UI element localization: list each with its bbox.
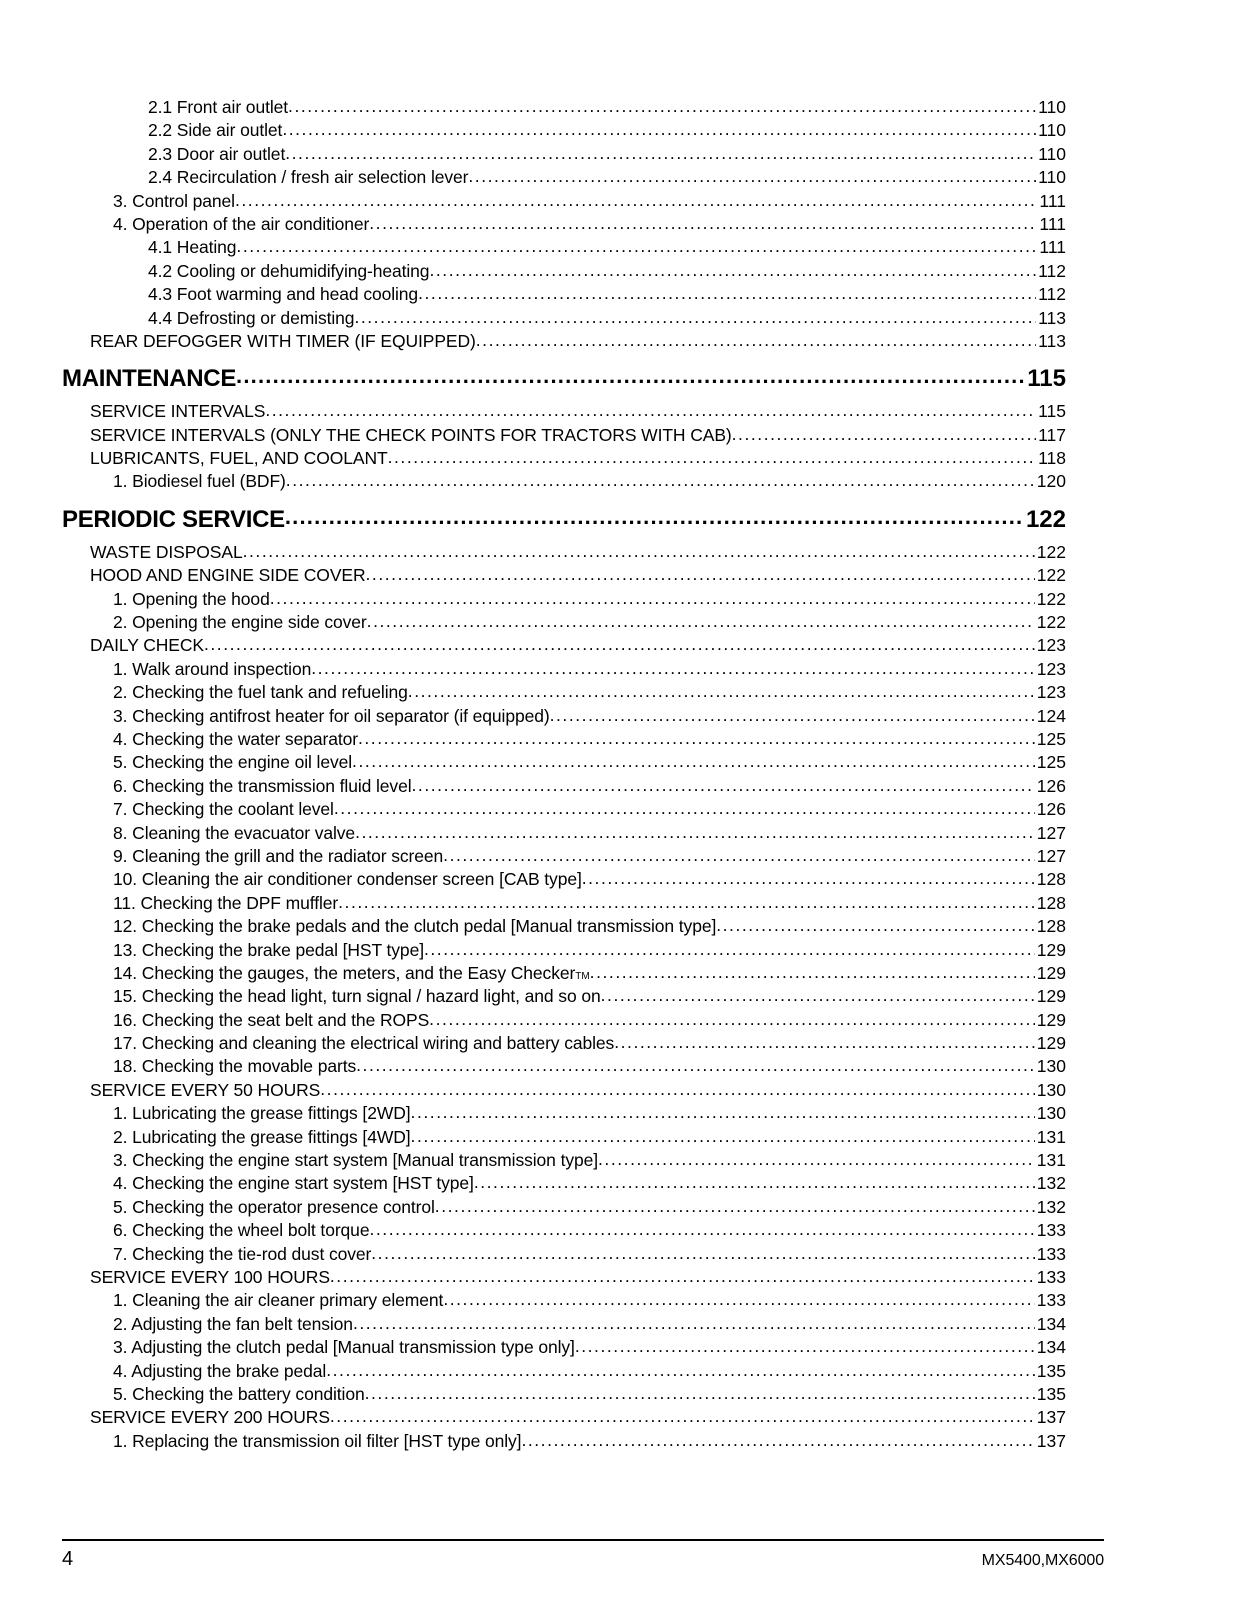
- toc-entry-label: 14. Checking the gauges, the meters, and the Easy Checker: [113, 962, 576, 983]
- toc-leader-dots: [575, 1336, 1035, 1358]
- toc-entry-label: 9. Cleaning the grill and the radiator screen: [113, 845, 444, 866]
- toc-entry-row[interactable]: [62, 1313, 1066, 1336]
- toc-entry-row[interactable]: [62, 564, 1066, 587]
- toc-entry-label: 1. Biodiesel fuel (BDF): [113, 471, 286, 492]
- toc-entry-page-number: 129: [1036, 1033, 1066, 1054]
- toc-leader-dots: [418, 283, 1036, 305]
- toc-leader-dots: [716, 915, 1035, 937]
- toc-entry-page-number: 126: [1036, 775, 1066, 796]
- toc-entry-row[interactable]: [62, 1055, 1066, 1078]
- toc-entry-row[interactable]: [62, 1032, 1066, 1055]
- toc-leader-dots: [365, 1383, 1035, 1405]
- toc-entry-label: 2.1 Front air outlet: [148, 97, 289, 117]
- toc-leader-dots: [732, 424, 1036, 446]
- toc-entry-page-number: 129: [1036, 1009, 1066, 1030]
- toc-entry-page-number: 129: [1036, 939, 1066, 960]
- toc-entry-row[interactable]: [62, 1243, 1066, 1266]
- toc-entry-label: SERVICE INTERVALS (ONLY THE CHECK POINTS FOR TRACTORS WITH CAB): [90, 424, 732, 445]
- toc-entry-page-number: 110: [1038, 167, 1066, 188]
- toc-entry-row[interactable]: [62, 822, 1066, 845]
- toc-entry-page-number: 113: [1038, 307, 1066, 328]
- toc-entry-label: 3. Checking antifrost heater for oil separator (if equipped): [113, 705, 550, 726]
- toc-entry-page-number: 122: [1036, 541, 1066, 562]
- toc-entry-row[interactable]: [62, 1219, 1066, 1242]
- toc-entry-row[interactable]: [62, 705, 1066, 728]
- toc-entry-page-number: 133: [1036, 1266, 1066, 1287]
- toc-entry-page-number: 124: [1036, 705, 1066, 726]
- toc-entry-label: 17. Checking and cleaning the electrical wiring and battery cables: [113, 1033, 615, 1054]
- toc-entry-row[interactable]: [62, 400, 1066, 423]
- footer-page-number: 4: [62, 1548, 74, 1570]
- toc-entry-label: 4. Checking the engine start system [HST type]: [113, 1173, 474, 1194]
- toc-entry-label: 1. Replacing the transmission oil filter [HST type only]: [113, 1430, 522, 1451]
- toc-entry-page-number: 128: [1036, 892, 1066, 913]
- toc-leader-dots: [424, 939, 1035, 961]
- trademark-superscript: TM: [575, 970, 590, 982]
- toc-entry-label: 1. Opening the hood: [113, 588, 270, 609]
- toc-entry-row[interactable]: [62, 447, 1066, 470]
- toc-leader-dots: [590, 962, 1035, 984]
- toc-entry-row[interactable]: [62, 1009, 1066, 1032]
- toc-entry-label: 10. Cleaning the air conditioner condenser screen [CAB type]: [113, 869, 582, 890]
- toc-leader-dots: [412, 775, 1035, 797]
- toc-entry-label: 5. Checking the engine oil level: [113, 752, 353, 773]
- toc-entry-label: 7. Checking the tie-rod dust cover: [113, 1243, 372, 1264]
- toc-entry-row[interactable]: [62, 892, 1066, 915]
- toc-leader-dots: [474, 1172, 1035, 1194]
- toc-entry-page-number: 122: [1025, 505, 1066, 533]
- toc-entry-page-number: 112: [1038, 284, 1066, 305]
- toc-leader-dots: [286, 470, 1035, 492]
- toc-entry-page-number: 110: [1038, 143, 1066, 164]
- toc-leader-dots: [367, 611, 1035, 633]
- toc-entry-page-number: 111: [1039, 190, 1066, 211]
- toc-entry-page-number: 115: [1038, 401, 1066, 422]
- toc-entry-label: 1. Cleaning the air cleaner primary element: [113, 1290, 444, 1311]
- toc-entry-row[interactable]: [62, 1126, 1066, 1149]
- toc-entry-label: 13. Checking the brake pedal [HST type]: [113, 939, 424, 960]
- toc-entry-row[interactable]: [62, 1196, 1066, 1219]
- toc-entry-row[interactable]: [62, 845, 1066, 868]
- toc-entry-label: PERIODIC SERVICE: [62, 505, 285, 533]
- toc-leader-dots: [353, 1313, 1035, 1335]
- toc-entry-page-number: 128: [1036, 869, 1066, 890]
- toc-entry-row[interactable]: [62, 1149, 1066, 1172]
- toc-entry-row[interactable]: [62, 681, 1066, 704]
- toc-entry-row[interactable]: [62, 915, 1066, 938]
- toc-leader-dots: [601, 985, 1035, 1007]
- toc-entry-page-number: 125: [1036, 728, 1066, 749]
- toc-leader-dots: [443, 845, 1035, 867]
- toc-entry-page-number: 128: [1036, 916, 1066, 937]
- section-spacer: [62, 494, 1066, 503]
- toc-entry-label: 18. Checking the movable parts: [113, 1056, 357, 1077]
- toc-entry-row[interactable]: [62, 1383, 1066, 1406]
- toc-chapter-row[interactable]: [62, 362, 1066, 395]
- toc-entry-row[interactable]: [62, 96, 1066, 119]
- toc-entry-label: 2.4 Recirculation / fresh air selection lever: [148, 167, 469, 188]
- toc-entry-label: 15. Checking the head light, turn signal / hazard light, and so on: [113, 986, 601, 1007]
- toc-entry-label: 4.3 Foot warming and head cooling: [148, 284, 419, 305]
- toc-entry-page-number: 118: [1038, 448, 1066, 469]
- toc-leader-dots: [236, 362, 1025, 392]
- toc-leader-dots: [243, 541, 1035, 563]
- toc-entry-page-number: 115: [1027, 365, 1066, 393]
- toc-entry-row[interactable]: [62, 190, 1066, 213]
- toc-entry-page-number: 132: [1036, 1173, 1066, 1194]
- toc-leader-dots: [355, 822, 1035, 844]
- toc-entry-label: 4.4 Defrosting or demisting: [148, 307, 355, 328]
- toc-entry-page-number: 137: [1036, 1430, 1066, 1451]
- toc-entry-label: 3. Control panel: [113, 190, 235, 211]
- toc-entry-page-number: 127: [1036, 845, 1066, 866]
- toc-entry-label: 2. Opening the engine side cover: [113, 612, 367, 633]
- toc-entry-row[interactable]: [62, 588, 1066, 611]
- page-footer: [62, 1546, 1104, 1574]
- toc-entry-label: 3. Adjusting the clutch pedal [Manual transmission type only]: [113, 1337, 575, 1358]
- toc-entry-label: 8. Cleaning the evacuator valve: [113, 822, 356, 843]
- section-spacer: [62, 353, 1066, 362]
- toc-entry-row[interactable]: [62, 798, 1066, 821]
- toc-leader-dots: [338, 892, 1035, 914]
- toc-entry-page-number: 112: [1038, 260, 1066, 281]
- footer-model-designation: MX5400,MX6000: [981, 1552, 1104, 1569]
- toc-entry-row[interactable]: [62, 939, 1066, 962]
- toc-leader-dots: [582, 868, 1035, 890]
- toc-leader-dots: [411, 1126, 1035, 1148]
- toc-leader-dots: [369, 213, 1037, 235]
- toc-entry-page-number: 110: [1038, 120, 1066, 141]
- toc-entry-page-number: 129: [1036, 986, 1066, 1007]
- toc-entry-row[interactable]: [62, 330, 1066, 353]
- table-of-contents: [62, 96, 1066, 1453]
- toc-entry-row[interactable]: [62, 260, 1066, 283]
- toc-entry-page-number: 122: [1036, 565, 1066, 586]
- toc-entry-row[interactable]: [62, 143, 1066, 166]
- toc-leader-dots: [429, 1009, 1035, 1031]
- toc-entry-row[interactable]: [62, 1079, 1066, 1102]
- toc-entry-row[interactable]: [62, 166, 1066, 189]
- toc-entry-page-number: 126: [1036, 799, 1066, 820]
- footer-divider: [62, 1539, 1104, 1541]
- toc-entry-label: LUBRICANTS, FUEL, AND COOLANT: [90, 448, 388, 469]
- toc-entry-label: 5. Checking the battery condition: [113, 1383, 365, 1404]
- toc-leader-dots: [285, 503, 1024, 533]
- toc-leader-dots: [236, 236, 1037, 258]
- toc-entry-row[interactable]: [62, 1406, 1066, 1429]
- toc-entry-page-number: 130: [1036, 1079, 1066, 1100]
- toc-entry-page-number: 131: [1036, 1126, 1066, 1147]
- toc-entry-label: 5. Checking the operator presence control: [113, 1196, 435, 1217]
- toc-entry-page-number: 135: [1036, 1360, 1066, 1381]
- toc-entry-label: 6. Checking the transmission fluid level: [113, 775, 412, 796]
- toc-entry-label: 2. Checking the fuel tank and refueling: [113, 682, 408, 703]
- toc-entry-page-number: 130: [1036, 1056, 1066, 1077]
- toc-entry-row[interactable]: [62, 985, 1066, 1008]
- toc-entry-page-number: 122: [1036, 612, 1066, 633]
- toc-leader-dots: [408, 681, 1035, 703]
- toc-leader-dots: [598, 1149, 1035, 1171]
- toc-entry-row[interactable]: [62, 1172, 1066, 1195]
- toc-entry-label: 2.2 Side air outlet: [148, 120, 283, 141]
- toc-entry-row[interactable]: [62, 424, 1066, 447]
- toc-entry-page-number: 111: [1039, 237, 1066, 258]
- toc-entry-row[interactable]: [62, 1430, 1066, 1453]
- toc-leader-dots: [334, 798, 1035, 820]
- toc-leader-dots: [235, 190, 1037, 212]
- toc-entry-page-number: 134: [1036, 1337, 1066, 1358]
- toc-entry-page-number: 133: [1036, 1220, 1066, 1241]
- toc-entry-row[interactable]: [62, 775, 1066, 798]
- toc-leader-dots: [614, 1032, 1035, 1054]
- toc-entry-row[interactable]: [62, 962, 1066, 985]
- toc-entry-row[interactable]: [62, 541, 1066, 564]
- toc-entry-label: 1. Walk around inspection: [113, 658, 312, 679]
- toc-entry-page-number: 120: [1036, 471, 1066, 492]
- toc-leader-dots: [270, 588, 1035, 610]
- toc-entry-row[interactable]: [62, 1266, 1066, 1289]
- toc-leader-dots: [311, 658, 1035, 680]
- toc-entry-page-number: 137: [1036, 1407, 1066, 1428]
- toc-leader-dots: [521, 1430, 1034, 1452]
- toc-entry-page-number: 131: [1036, 1150, 1066, 1171]
- toc-entry-label: 4.1 Heating: [148, 237, 237, 258]
- toc-entry-page-number: 110: [1038, 97, 1066, 117]
- toc-entry-row[interactable]: [62, 1102, 1066, 1125]
- toc-leader-dots: [326, 1360, 1035, 1382]
- toc-entry-page-number: 122: [1036, 588, 1066, 609]
- toc-entry-label: 2. Lubricating the grease fittings [4WD]: [113, 1126, 411, 1147]
- toc-entry-row[interactable]: [62, 658, 1066, 681]
- toc-entry-label: MAINTENANCE: [62, 365, 237, 393]
- toc-leader-dots: [285, 143, 1036, 165]
- toc-entry-label: 2. Adjusting the fan belt tension: [113, 1313, 353, 1334]
- toc-leader-dots: [354, 307, 1036, 329]
- toc-entry-page-number: 123: [1036, 682, 1066, 703]
- toc-leader-dots: [476, 330, 1036, 352]
- toc-entry-page-number: 111: [1039, 213, 1066, 234]
- toc-entry-label: SERVICE EVERY 200 HOURS: [90, 1407, 330, 1428]
- toc-leader-dots: [352, 751, 1035, 773]
- toc-entry-label: 3. Checking the engine start system [Manual transmission type]: [113, 1150, 599, 1171]
- toc-leader-dots: [411, 1102, 1035, 1124]
- toc-entry-label: 4. Checking the water separator: [113, 728, 358, 749]
- toc-entry-row[interactable]: [62, 307, 1066, 330]
- toc-entry-label: 6. Checking the wheel bolt torque: [113, 1220, 370, 1241]
- toc-entry-page-number: 133: [1036, 1290, 1066, 1311]
- toc-entry-label: WASTE DISPOSAL: [90, 541, 243, 562]
- toc-leader-dots: [320, 1079, 1035, 1101]
- toc-leader-dots: [330, 1406, 1035, 1428]
- toc-entry-row[interactable]: [62, 236, 1066, 259]
- toc-entry-page-number: 113: [1038, 330, 1066, 351]
- toc-entry-row[interactable]: [62, 611, 1066, 634]
- toc-entry-row[interactable]: [62, 1289, 1066, 1312]
- toc-entry-page-number: 123: [1036, 635, 1066, 656]
- toc-entry-page-number: 130: [1036, 1103, 1066, 1124]
- toc-entry-row[interactable]: [62, 634, 1066, 657]
- toc-entry-page-number: 117: [1038, 424, 1066, 445]
- toc-entry-row[interactable]: [62, 119, 1066, 142]
- toc-entry-page-number: 127: [1036, 822, 1066, 843]
- toc-leader-dots: [204, 634, 1035, 656]
- toc-entry-row[interactable]: [62, 868, 1066, 891]
- toc-entry-row[interactable]: [62, 470, 1066, 493]
- toc-entry-label: HOOD AND ENGINE SIDE COVER: [90, 565, 366, 586]
- toc-entry-label: 1. Lubricating the grease fittings [2WD]: [113, 1103, 411, 1124]
- toc-leader-dots: [366, 564, 1035, 586]
- toc-entry-label: 4. Operation of the air conditioner: [113, 213, 370, 234]
- toc-leader-dots: [358, 728, 1035, 750]
- toc-leader-dots: [288, 96, 1036, 118]
- toc-leader-dots: [550, 705, 1035, 727]
- toc-entry-label: 4. Adjusting the brake pedal: [113, 1360, 327, 1381]
- toc-leader-dots: [330, 1266, 1035, 1288]
- toc-leader-dots: [282, 119, 1036, 141]
- toc-leader-dots: [356, 1055, 1035, 1077]
- toc-leader-dots: [388, 447, 1037, 469]
- toc-entry-label: 2.3 Door air outlet: [148, 143, 286, 164]
- toc-leader-dots: [435, 1196, 1035, 1218]
- toc-leader-dots: [429, 260, 1036, 282]
- toc-entry-row[interactable]: [62, 751, 1066, 774]
- toc-entry-page-number: 134: [1036, 1313, 1066, 1334]
- toc-entry-label: 7. Checking the coolant level: [113, 799, 334, 820]
- toc-entry-label: DAILY CHECK: [90, 635, 204, 656]
- toc-leader-dots: [468, 166, 1036, 188]
- toc-entry-label: REAR DEFOGGER WITH TIMER (IF EQUIPPED): [90, 330, 476, 351]
- toc-entry-page-number: 132: [1036, 1196, 1066, 1217]
- toc-entry-label: SERVICE INTERVALS: [90, 401, 266, 422]
- toc-entry-row[interactable]: [62, 213, 1066, 236]
- toc-entry-page-number: 135: [1036, 1383, 1066, 1404]
- toc-leader-dots: [443, 1289, 1034, 1311]
- toc-chapter-row[interactable]: [62, 503, 1066, 536]
- toc-entry-label: 4.2 Cooling or dehumidifying-heating: [148, 260, 430, 281]
- toc-entry-row[interactable]: [62, 728, 1066, 751]
- toc-leader-dots: [265, 400, 1036, 422]
- toc-entry-label: 16. Checking the seat belt and the ROPS: [113, 1009, 430, 1030]
- toc-leader-dots: [369, 1219, 1034, 1241]
- toc-entry-row[interactable]: [62, 1336, 1066, 1359]
- toc-entry-label: SERVICE EVERY 100 HOURS: [90, 1266, 330, 1287]
- toc-entry-row[interactable]: [62, 283, 1066, 306]
- toc-entry-label: 11. Checking the DPF muffler: [113, 892, 339, 913]
- toc-leader-dots: [371, 1243, 1035, 1265]
- toc-entry-page-number: 123: [1036, 658, 1066, 679]
- toc-entry-row[interactable]: [62, 1360, 1066, 1383]
- toc-entry-label: SERVICE EVERY 50 HOURS: [90, 1079, 321, 1100]
- toc-entry-page-number: 125: [1036, 752, 1066, 773]
- toc-entry-page-number: 129: [1036, 962, 1066, 983]
- toc-entry-label: 12. Checking the brake pedals and the clutch pedal [Manual transmission type]: [113, 916, 717, 937]
- toc-entry-page-number: 133: [1036, 1243, 1066, 1264]
